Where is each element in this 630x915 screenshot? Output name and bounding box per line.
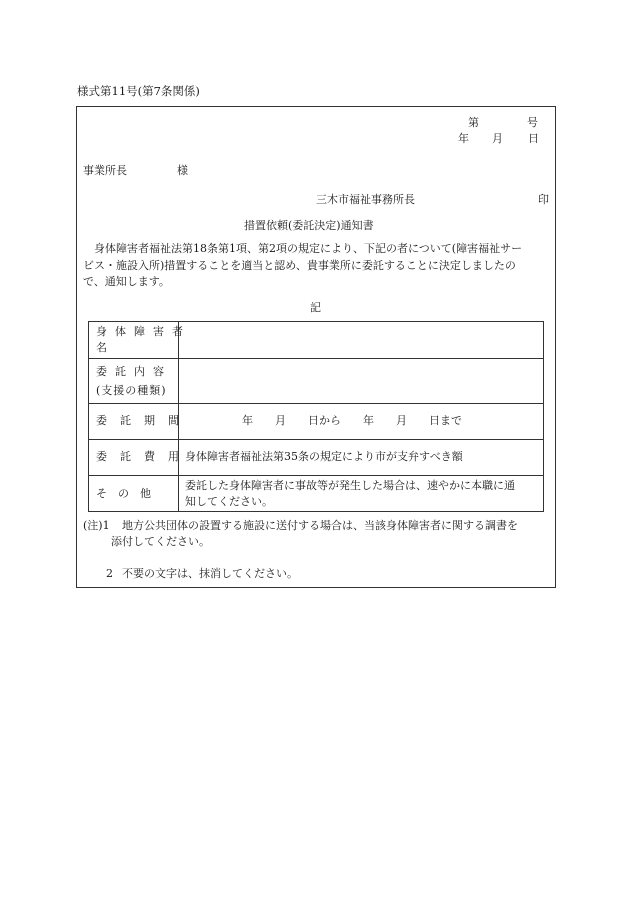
notice-number-suffix: 号 bbox=[527, 116, 538, 129]
note-1-prefix: (注)1 bbox=[83, 519, 110, 532]
row-value: 年 月 日から 年 月 日まで bbox=[242, 414, 462, 427]
date-year: 年 bbox=[458, 132, 469, 145]
row-label: (支援の種類) bbox=[96, 384, 167, 397]
notice-body bbox=[83, 241, 549, 291]
table-row bbox=[89, 439, 543, 476]
notice-number-prefix: 第 bbox=[468, 116, 479, 129]
row-label: 名 bbox=[96, 341, 107, 354]
detail-table bbox=[88, 321, 544, 512]
date-month: 月 bbox=[492, 132, 503, 145]
table-row bbox=[89, 358, 543, 404]
row-label: 委託期間 bbox=[96, 414, 192, 427]
table-row bbox=[89, 322, 543, 358]
row-label: 委託費用 bbox=[96, 450, 192, 463]
note-2-number: 2 bbox=[106, 567, 113, 580]
addressee-honorific: 様 bbox=[177, 164, 188, 177]
date-day: 日 bbox=[528, 132, 539, 145]
note-1-line: 地方公共団体の設置する施設に送付する場合は、当該身体障害者に関する調書を bbox=[122, 519, 518, 532]
row-value: 身体障害者福祉法第35条の規定により市が支弁すべき額 bbox=[185, 450, 463, 463]
document-title: 措置依頼(委託決定)通知書 bbox=[244, 219, 374, 232]
note-1-line: 添付してください。 bbox=[111, 535, 210, 548]
seal-mark: 印 bbox=[538, 193, 549, 206]
row-value: 委託した身体障害者に事故等が発生した場合は、速やかに本職に通 bbox=[185, 479, 515, 492]
row-value: 知してください。 bbox=[185, 495, 273, 508]
body-line: で、通知します。 bbox=[83, 275, 170, 288]
table-row bbox=[89, 475, 543, 514]
row-label: 委託内容 bbox=[96, 365, 172, 378]
table-row bbox=[89, 403, 543, 440]
row-label: 身体障害者 bbox=[96, 325, 191, 338]
body-line: ビス・施設入所)措置することを適当と認め、貴事業所に委託することに決定しましたの bbox=[83, 258, 516, 272]
issuer-name: 三木市福祉事務所長 bbox=[316, 193, 415, 206]
note-2-text: 不要の文字は、抹消してください。 bbox=[122, 567, 298, 580]
addressee: 事業所長 bbox=[83, 164, 127, 177]
body-line: 身体障害者福祉法第18条第1項、第2項の規定により、下記の者について(障害福祉サー bbox=[94, 242, 523, 255]
row-label: そ の 他 bbox=[96, 487, 151, 500]
ki-heading: 記 bbox=[310, 301, 321, 314]
form-number: 様式第11号(第7条関係) bbox=[77, 84, 200, 98]
